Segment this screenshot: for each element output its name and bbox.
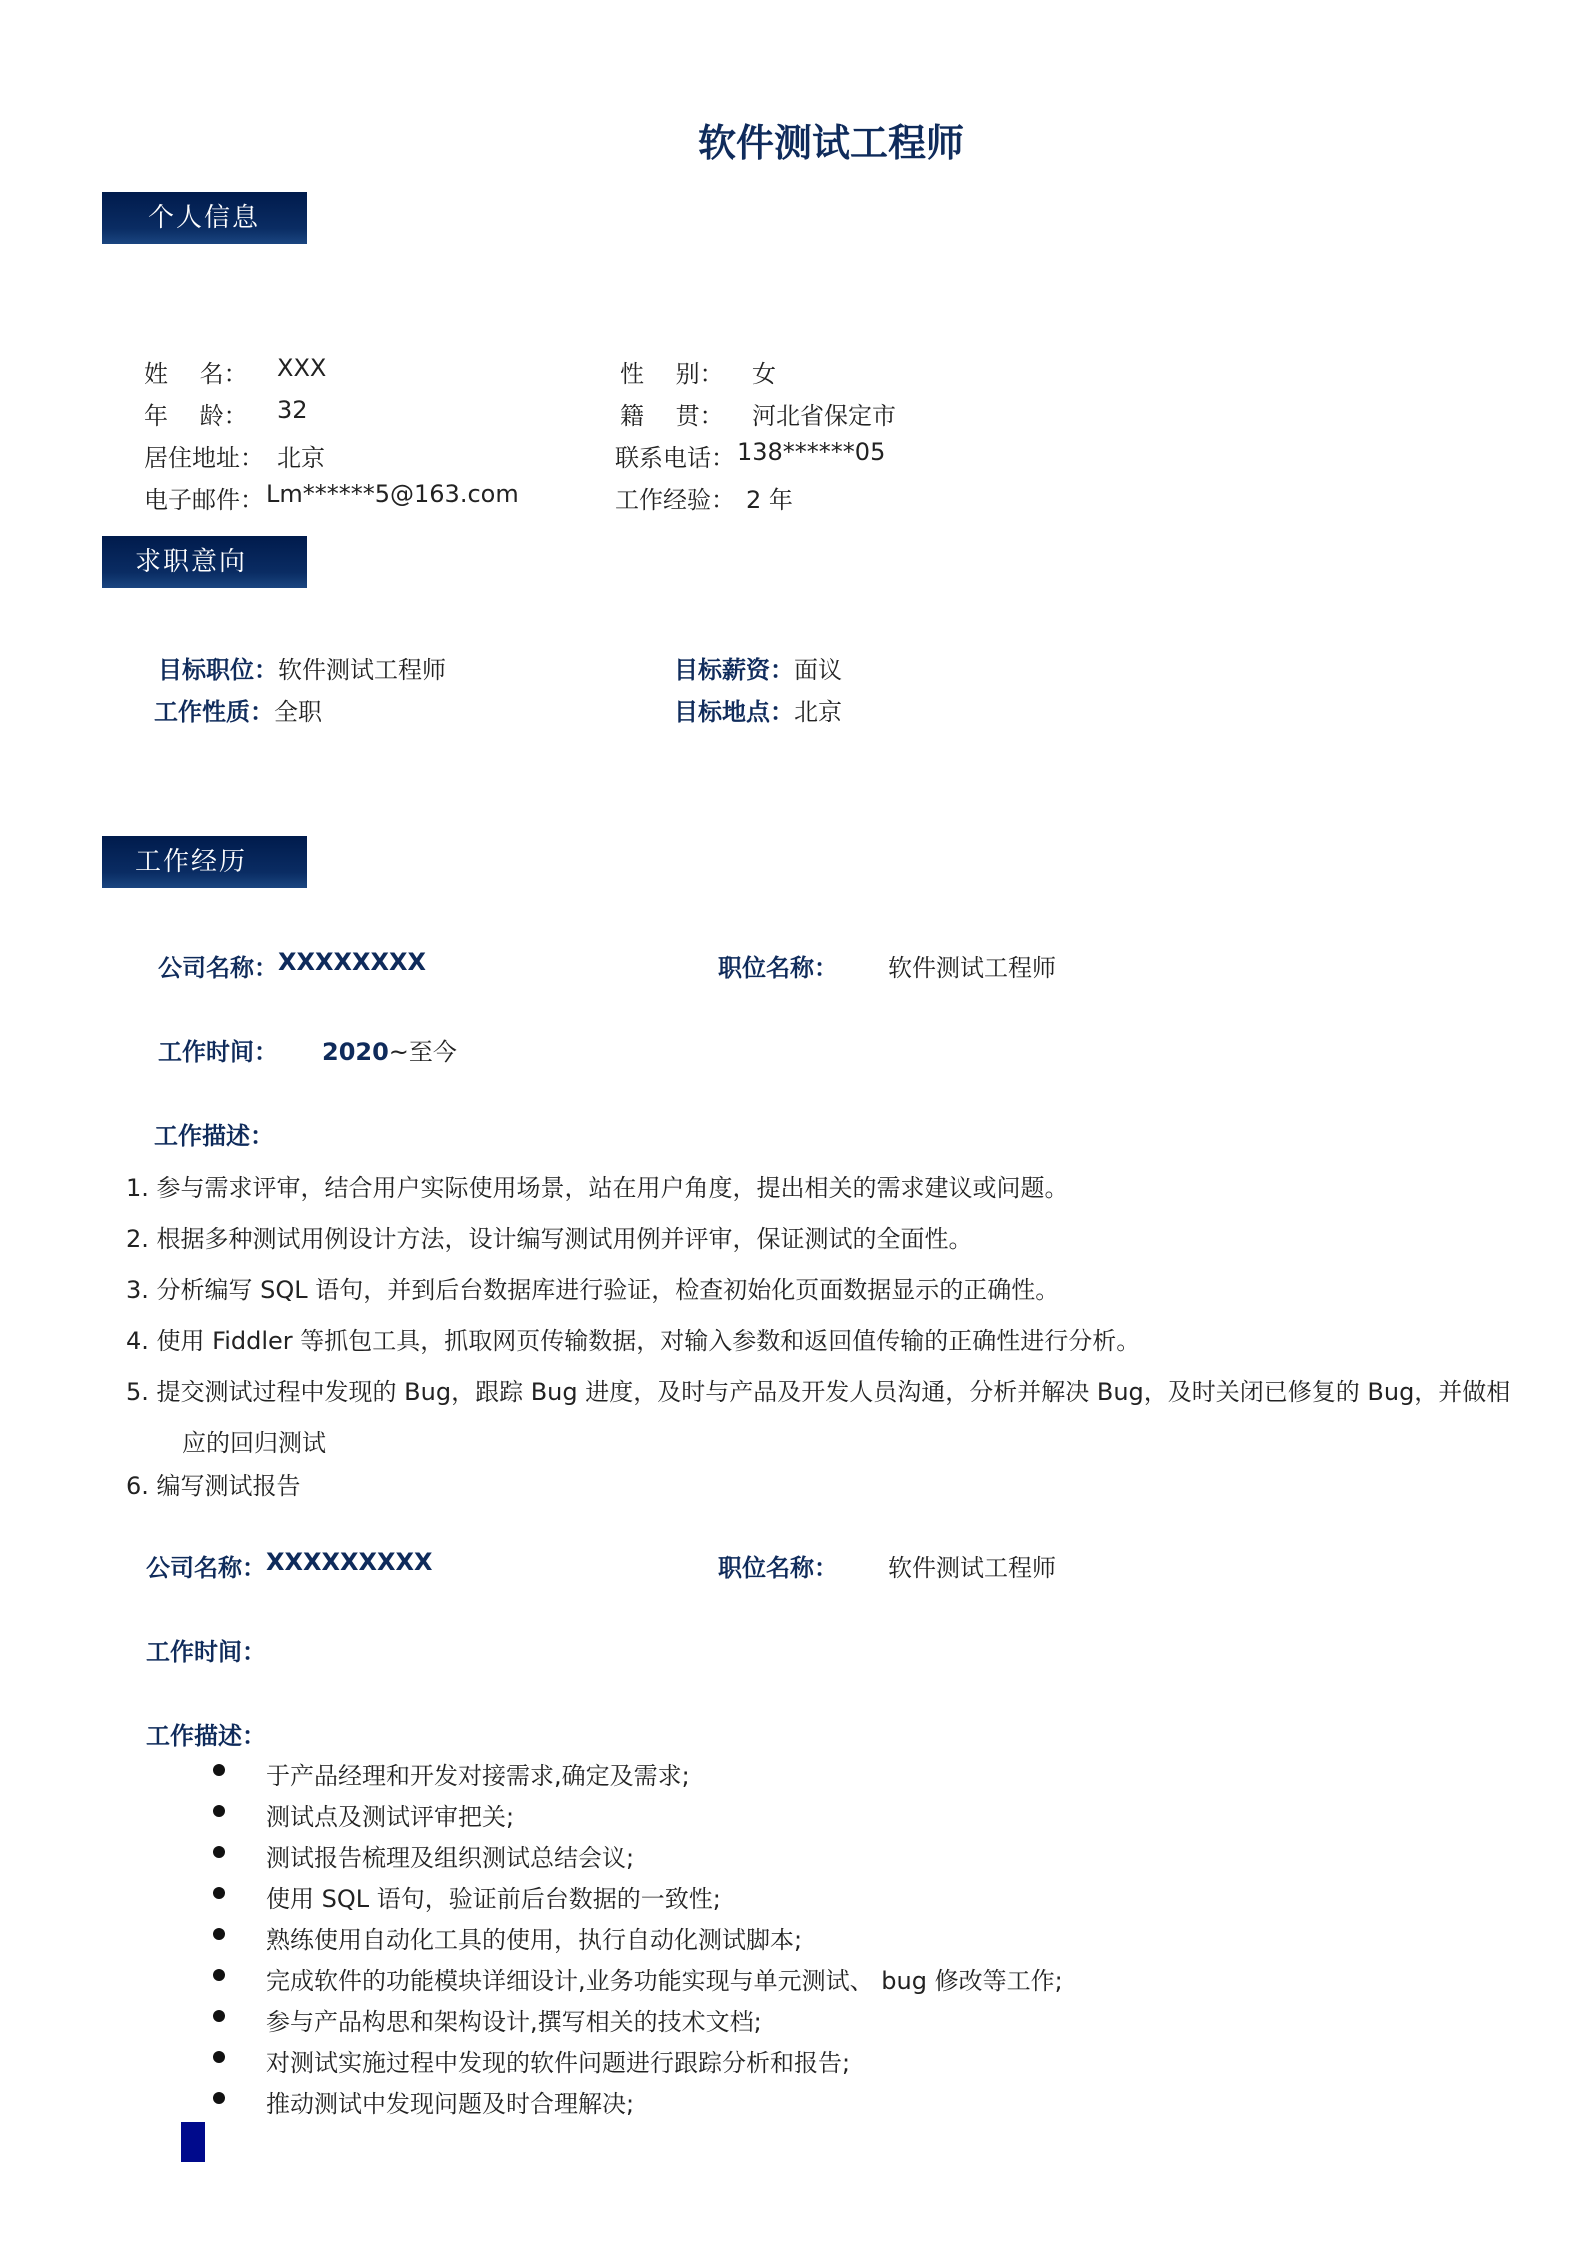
job1-time-year: 2020 [322,1038,389,1066]
job1-title-label: 职位名称： [718,954,838,982]
email-label: 电子邮件： [144,486,264,514]
job-type-value: 全职 [274,698,322,726]
bullet-icon [213,1969,225,1981]
job2-desc-label: 工作描述： [146,1722,266,1750]
target-location-label: 目标地点： [674,698,794,726]
page-title: 软件测试工程师 [698,121,965,165]
job2-company-label: 公司名称： [146,1554,266,1582]
target-salary-value: 面议 [794,656,842,684]
job1-desc-item: 2. 根据多种测试用例设计方法，设计编写测试用例并评审，保证测试的全面性。 [126,1225,973,1253]
bullet-icon [213,1764,225,1776]
gender-value: 女 [752,360,776,388]
job2-company-value: XXXXXXXXX [266,1548,433,1576]
job1-desc-item: 1. 参与需求评审，结合用户实际使用场景，站在用户角度，提出相关的需求建议或问题。 [126,1174,1069,1202]
job2-title-value: 软件测试工程师 [888,1554,1056,1582]
phone-value: 138******05 [737,438,886,466]
section-header-personal [102,192,307,244]
job2-desc-item: 参与产品构思和架构设计,撰写相关的技术文档; [266,2008,762,2036]
section-label: 个人信息 [148,203,261,233]
job2-desc-item: 测试报告梳理及组织测试总结会议; [266,1844,635,1872]
job2-desc-item: 推动测试中发现问题及时合理解决; [266,2090,635,2118]
job2-desc-item: 完成软件的功能模块详细设计,业务功能实现与单元测试、 bug 修改等工作; [266,1967,1063,1995]
phone-label: 联系电话： [615,444,735,472]
job1-desc-item: 6. 编写测试报告 [126,1472,301,1500]
age-value: 32 [277,396,308,424]
job1-company-label: 公司名称： [158,954,278,982]
bullet-icon [213,2092,225,2104]
name-label: 姓 名： [144,360,248,388]
job1-time-rest: ~至今 [388,1038,457,1066]
experience-years-label: 工作经验： [615,486,735,514]
bullet-icon [213,1887,225,1899]
job2-time-label: 工作时间： [146,1638,266,1666]
target-position-value: 软件测试工程师 [278,656,446,684]
job1-desc-item: 3. 分析编写 SQL 语句，并到后台数据库进行验证，检查初始化页面数据显示的正确性。 [126,1276,1060,1304]
job-type-label: 工作性质： [154,698,274,726]
job1-desc-item: 5. 提交测试过程中发现的 Bug，跟踪 Bug 进度，及时与产品及开发人员沟通，分析并解决 Bug，及时关闭已修复的 Bug，并做相 [126,1378,1511,1406]
bullet-icon [213,1846,225,1858]
gender-label: 性 别： [620,360,724,388]
target-salary-label: 目标薪资： [674,656,794,684]
job2-desc-item: 熟练使用自动化工具的使用，执行自动化测试脚本; [266,1926,803,1954]
name-value: XXX [277,354,327,382]
job1-company-value: XXXXXXXX [278,948,427,976]
native-label: 籍 贯： [620,402,724,430]
email-value: Lm******5@163.com [266,480,519,508]
job2-desc-item: 对测试实施过程中发现的软件问题进行跟踪分析和报告; [266,2049,851,2077]
job1-title-value: 软件测试工程师 [888,954,1056,982]
job1-time-value [322,1032,457,1067]
age-label: 年 龄： [144,402,248,430]
job1-time-label: 工作时间： [158,1038,278,1066]
job2-desc-item: 于产品经理和开发对接需求,确定及需求; [266,1762,690,1790]
job1-desc-item: 4. 使用 Fiddler 等抓包工具，抓取网页传输数据，对输入参数和返回值传输的正确性进行分析。 [126,1327,1141,1355]
bullet-icon [213,2051,225,2063]
section-label: 求职意向 [135,547,248,577]
bullet-icon [213,1928,225,1940]
bullet-icon [213,2010,225,2022]
experience-years-value: 2 年 [746,486,793,514]
job2-desc-item: 使用 SQL 语句，验证前后台数据的一致性; [266,1885,721,1913]
decorative-corner-mark [181,2122,205,2162]
section-header-intention [102,536,307,588]
target-position-label: 目标职位： [158,656,278,684]
job2-title-label: 职位名称： [718,1554,838,1582]
bullet-icon [213,1805,225,1817]
section-header-experience [102,836,307,888]
address-value: 北京 [277,444,325,472]
native-value: 河北省保定市 [752,402,896,430]
job1-desc-label: 工作描述： [154,1122,274,1150]
section-label: 工作经历 [135,847,248,877]
job1-desc-item-continuation: 应的回归测试 [182,1429,326,1457]
job2-desc-item: 测试点及测试评审把关; [266,1803,515,1831]
address-label: 居住地址： [144,444,264,472]
target-location-value: 北京 [794,698,842,726]
